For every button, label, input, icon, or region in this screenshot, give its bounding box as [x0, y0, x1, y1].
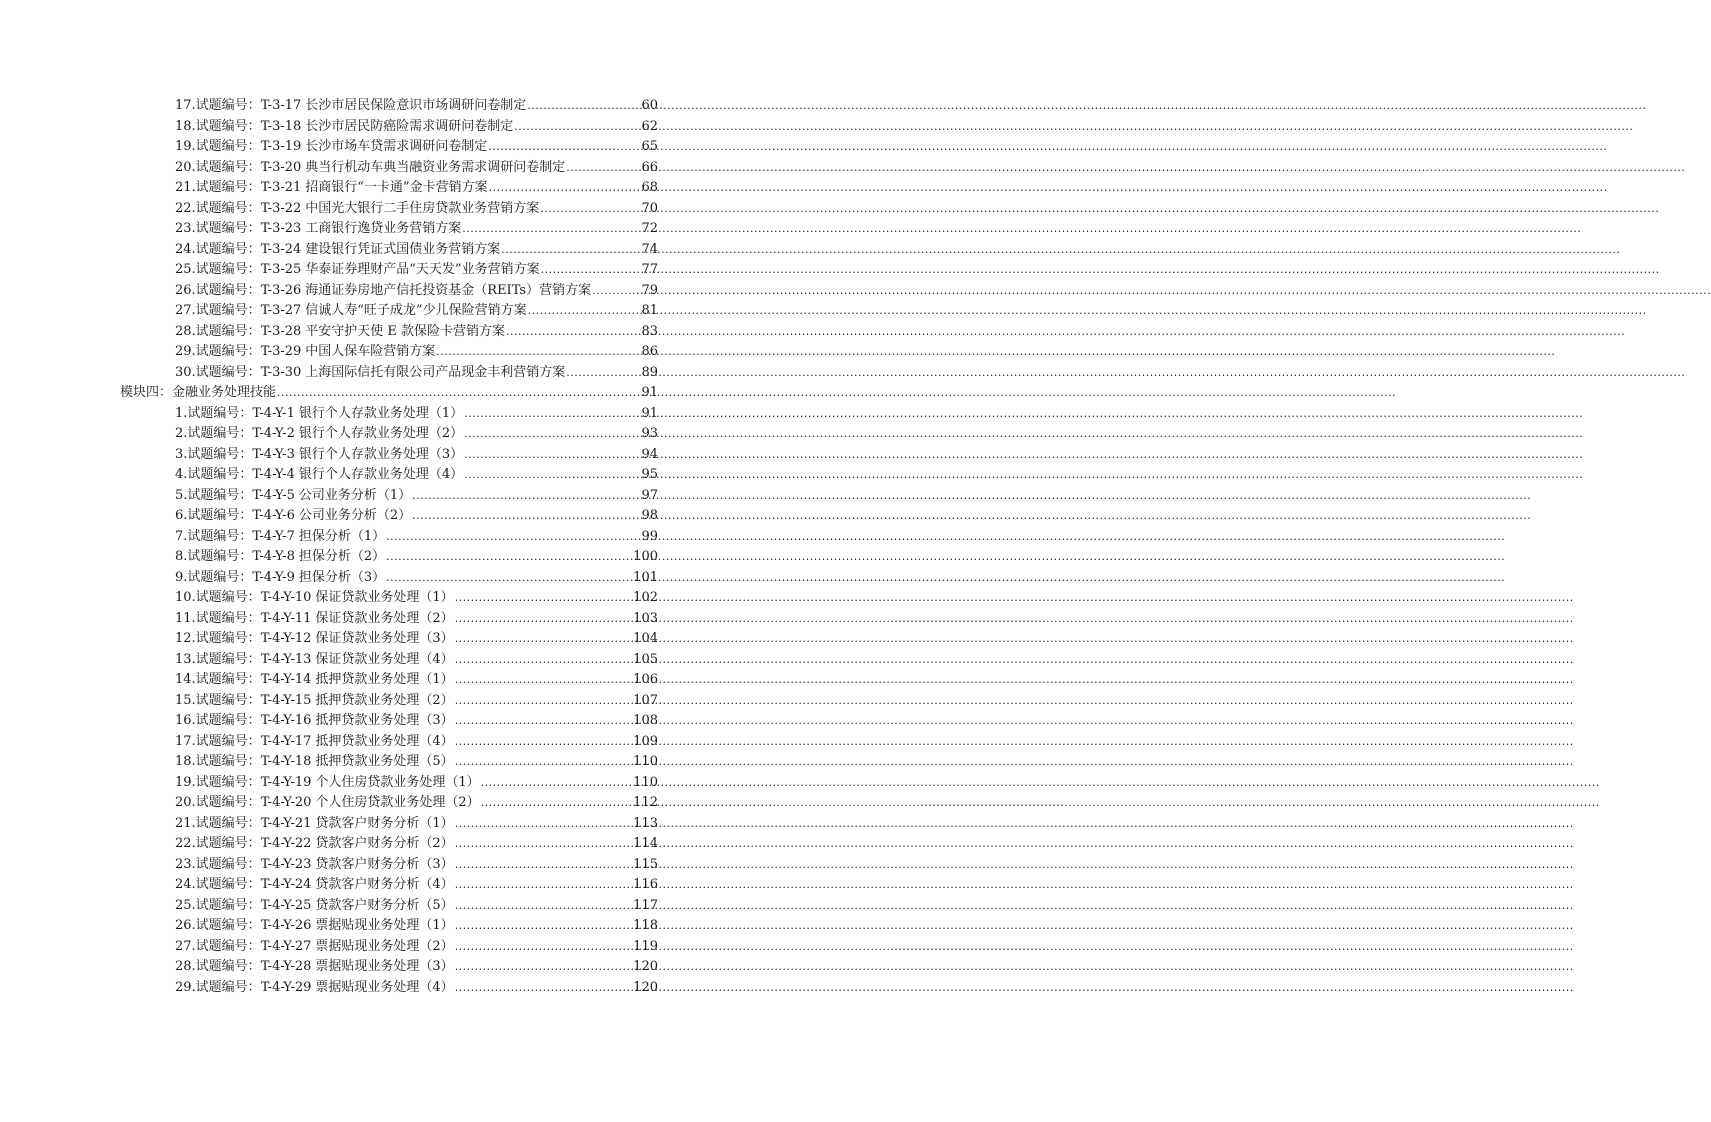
dot-leader	[455, 957, 632, 978]
page-number: 117	[633, 897, 658, 913]
entry-code: T-4-Y-16	[260, 713, 312, 728]
entry-title: 抵押贷款业务处理（2）	[315, 692, 454, 708]
entry-number-label: 11.试题编号：	[175, 610, 261, 626]
dot-leader	[455, 814, 632, 835]
entry-number-label: 30.试题编号：	[175, 364, 261, 380]
dot-leader	[455, 875, 632, 896]
page-number: 81	[641, 303, 658, 318]
toc-entry[interactable]	[175, 424, 658, 445]
entry-title: 贷款客户财务分析（3）	[315, 856, 454, 872]
entry-title: 保证贷款业务处理（2）	[315, 610, 454, 626]
entry-code: T-3-27	[260, 303, 302, 318]
entry-number-label: 20.试题编号：	[175, 795, 261, 810]
toc-entry[interactable]	[175, 650, 658, 671]
dot-leader	[528, 301, 641, 322]
entry-number-label: 3.试题编号：	[175, 446, 253, 462]
entry-code: T-3-26	[260, 282, 302, 298]
toc-entry[interactable]	[175, 629, 658, 650]
entry-code: T-3-30	[260, 364, 302, 380]
entry-code: T-4-Y-27	[260, 938, 312, 954]
dot-leader	[488, 137, 640, 158]
page-number: 104	[633, 631, 658, 646]
toc-entry[interactable]	[175, 547, 658, 568]
dot-leader	[455, 650, 632, 671]
entry-number-label: 22.试题编号：	[175, 836, 261, 851]
entry-number-label: 27.试题编号：	[175, 938, 261, 954]
entry-number-label: 29.试题编号：	[175, 979, 261, 995]
page-number: 120	[633, 979, 658, 995]
dot-leader	[455, 937, 632, 958]
entry-number-label: 7.试题编号：	[175, 528, 253, 544]
dot-leader	[386, 527, 640, 548]
entry-title: 中国光大银行二手住房贷款业务营销方案	[305, 200, 540, 216]
entry-number-label: 16.试题编号：	[175, 713, 261, 728]
entry-title: 担保分析（3）	[298, 569, 386, 585]
page-number: 116	[633, 877, 658, 892]
page-number: 60	[641, 98, 658, 113]
page-number: 115	[633, 856, 658, 872]
entry-code: T-3-29	[260, 344, 302, 359]
entry-code: T-4-Y-10	[260, 590, 312, 605]
entry-code: T-4-Y-25	[260, 897, 312, 913]
entry-code: T-4-Y-14	[260, 672, 312, 687]
page-number: 65	[641, 139, 658, 154]
dot-leader	[464, 404, 640, 425]
entry-title: 抵押贷款业务处理（3）	[315, 713, 454, 728]
entry-title: 保证贷款业务处理（3）	[315, 631, 454, 646]
page-number: 110	[633, 774, 658, 790]
entry-code: T-4-Y-8	[252, 549, 295, 564]
entry-title: 工商银行逸贷业务营销方案	[305, 221, 462, 236]
entry-title: 招商银行“一卡通”金卡营销方案	[305, 180, 488, 195]
entry-title: 长沙市居民防癌险需求调研问卷制定	[305, 118, 514, 134]
page-number: 118	[633, 918, 658, 933]
entry-number-label: 17.试题编号：	[175, 733, 261, 749]
entry-title: 华泰证券理财产品“天天发”业务营销方案	[305, 262, 540, 277]
toc-entry[interactable]	[175, 301, 658, 322]
toc-entry[interactable]	[175, 260, 658, 281]
entry-number-label: 19.试题编号：	[175, 774, 261, 790]
dot-leader	[455, 896, 632, 917]
entry-code: T-4-Y-29	[260, 979, 312, 995]
entry-number-label: 12.试题编号：	[175, 631, 261, 646]
entry-code: T-4-Y-4	[252, 467, 295, 482]
entry-title: 银行个人存款业务处理（3）	[298, 446, 464, 462]
entry-title: 公司业务分析（2）	[298, 508, 412, 523]
page-number: 93	[641, 426, 658, 441]
dot-leader	[464, 445, 640, 466]
entry-title: 平安守护天使 E 款保险卡营销方案	[305, 323, 506, 339]
toc-entry[interactable]	[175, 178, 658, 199]
toc-entry[interactable]	[175, 814, 658, 835]
entry-title: 票据贴现业务处理（1）	[315, 918, 454, 933]
dot-leader	[464, 424, 640, 445]
toc-entry[interactable]	[175, 834, 658, 855]
toc-entry[interactable]	[175, 527, 658, 548]
page-number: 106	[633, 672, 658, 687]
entry-code: T-3-22	[260, 200, 302, 216]
entry-number-label: 29.试题编号：	[175, 344, 261, 359]
entry-title: 贷款客户财务分析（1）	[315, 815, 454, 831]
entry-number-label: 21.试题编号：	[175, 180, 261, 195]
entry-title: 贷款客户财务分析（4）	[315, 877, 454, 892]
entry-code: T-4-Y-2	[252, 426, 295, 441]
dot-leader	[462, 219, 640, 240]
dot-leader	[481, 773, 632, 794]
dot-leader	[540, 199, 640, 220]
toc-entry[interactable]	[175, 855, 658, 876]
page-number: 99	[641, 528, 658, 544]
entry-number-label: 24.试题编号：	[175, 241, 261, 257]
entry-code: T-4-Y-28	[260, 959, 312, 974]
dot-leader	[455, 670, 632, 691]
page-number: 98	[641, 508, 658, 523]
entry-code: T-4-Y-15	[260, 692, 312, 708]
entry-title: 票据贴现业务处理（4）	[315, 979, 454, 995]
toc-entry[interactable]	[175, 117, 658, 138]
entry-number-label: 1.试题编号：	[175, 405, 253, 421]
toc-entry[interactable]	[175, 404, 658, 425]
entry-number-label: 18.试题编号：	[175, 754, 261, 769]
toc-entry[interactable]	[175, 732, 658, 753]
entry-title: 保证贷款业务处理（4）	[315, 651, 454, 667]
dot-leader	[592, 281, 640, 302]
entry-number-label: 23.试题编号：	[175, 856, 261, 872]
entry-number-label: 21.试题编号：	[175, 815, 261, 831]
entry-number-label: 5.试题编号：	[175, 487, 253, 503]
entry-title: 票据贴现业务处理（2）	[315, 938, 454, 954]
entry-code: T-4-Y-19	[260, 774, 312, 790]
entry-number-label: 6.试题编号：	[175, 508, 253, 523]
entry-number-label: 25.试题编号：	[175, 897, 261, 913]
entry-title: 典当行机动车典当融资业务需求调研问卷制定	[305, 159, 566, 175]
dot-leader	[455, 978, 632, 999]
dot-leader	[412, 486, 640, 507]
page-number: 101	[633, 569, 658, 585]
entry-title: 建设银行凭证式国债业务营销方案	[305, 241, 501, 257]
toc-entry[interactable]	[175, 896, 658, 917]
entry-code: T-4-Y-11	[260, 610, 312, 626]
entry-title: 个人住房贷款业务处理（2）	[315, 795, 480, 810]
dot-leader	[436, 342, 640, 363]
entry-number-label: 25.试题编号：	[175, 262, 261, 277]
entry-code: T-3-21	[260, 180, 302, 195]
entry-title: 抵押贷款业务处理（4）	[315, 733, 454, 749]
toc-entry[interactable]	[175, 219, 658, 240]
dot-leader	[455, 629, 632, 650]
page-number: 108	[633, 713, 658, 728]
dot-leader	[501, 240, 640, 261]
dot-leader	[455, 588, 632, 609]
entry-number-label: 27.试题编号：	[175, 303, 261, 318]
page-number: 95	[641, 467, 658, 482]
entry-code: T-4-Y-23	[260, 856, 312, 872]
entry-number-label: 10.试题编号：	[175, 590, 261, 605]
entry-number-label: 24.试题编号：	[175, 877, 261, 892]
toc-entry[interactable]	[175, 937, 658, 958]
entry-code: T-4-Y-26	[260, 918, 312, 933]
page-number: 74	[641, 241, 658, 257]
entry-number-label: 17.试题编号：	[175, 98, 261, 113]
entry-title: 海通证券房地产信托投资基金（REITs）营销方案	[305, 282, 592, 298]
entry-code: T-3-18	[260, 118, 302, 134]
entry-code: T-4-Y-21	[260, 815, 312, 831]
toc-entry[interactable]	[175, 281, 658, 302]
entry-number-label: 8.试题编号：	[175, 549, 253, 564]
page-number: 109	[633, 733, 658, 749]
toc-entry[interactable]	[175, 158, 658, 179]
dot-leader	[455, 916, 632, 937]
entry-code: T-4-Y-22	[260, 836, 312, 851]
entry-code: T-4-Y-13	[260, 651, 312, 667]
page-number: 119	[633, 938, 658, 954]
dot-leader	[455, 834, 632, 855]
table-of-contents	[0, 96, 793, 998]
page-number: 86	[641, 344, 658, 359]
dot-leader	[464, 465, 640, 486]
toc-entry[interactable]	[175, 752, 658, 773]
entry-title: 担保分析（2）	[298, 549, 386, 564]
dot-leader	[412, 506, 640, 527]
entry-code: T-4-Y-9	[252, 569, 295, 585]
toc-entry[interactable]	[175, 465, 658, 486]
page-number: 113	[633, 815, 658, 831]
toc-entry[interactable]	[175, 978, 658, 999]
entry-code: T-3-25	[260, 262, 302, 277]
entry-code: T-4-Y-3	[252, 446, 295, 462]
entry-number-label: 26.试题编号：	[175, 918, 261, 933]
entry-number-label: 2.试题编号：	[175, 426, 253, 441]
toc-entry[interactable]	[175, 609, 658, 630]
page-number: 62	[641, 118, 658, 134]
entry-title: 保证贷款业务处理（1）	[315, 590, 454, 605]
dot-leader	[527, 96, 640, 117]
dot-leader	[506, 322, 640, 343]
entry-code: T-4-Y-5	[252, 487, 295, 503]
dot-leader	[455, 691, 632, 712]
page-number: 94	[641, 446, 658, 462]
entry-title: 银行个人存款业务处理（2）	[298, 426, 464, 441]
page-number: 112	[633, 795, 658, 810]
dot-leader	[481, 793, 632, 814]
page-number: 100	[633, 549, 658, 564]
dot-leader	[455, 609, 632, 630]
entry-title: 贷款客户财务分析（2）	[315, 836, 454, 851]
entry-number-label: 20.试题编号：	[175, 159, 261, 175]
page-number: 68	[641, 180, 658, 195]
page-number: 105	[633, 651, 658, 667]
entry-title: 长沙市居民保险意识市场调研问卷制定	[305, 98, 527, 113]
entry-number-label: 18.试题编号：	[175, 118, 261, 134]
dot-leader	[541, 260, 641, 281]
dot-leader	[489, 178, 641, 199]
dot-leader	[277, 383, 640, 404]
page-number: 77	[641, 262, 658, 277]
page-number: 114	[633, 836, 658, 851]
toc-entry[interactable]	[175, 670, 658, 691]
entry-code: T-4-Y-1	[252, 405, 295, 421]
dot-leader	[514, 117, 640, 138]
entry-code: T-3-28	[260, 323, 302, 339]
toc-entry[interactable]	[175, 137, 658, 158]
toc-entry[interactable]	[175, 691, 658, 712]
toc-entry[interactable]	[175, 322, 658, 343]
toc-entry[interactable]	[175, 240, 658, 261]
page-number: 110	[633, 754, 658, 769]
dot-leader	[455, 732, 632, 753]
entry-code: T-4-Y-24	[260, 877, 312, 892]
page-number: 107	[633, 692, 658, 708]
entry-title: 票据贴现业务处理（3）	[315, 959, 454, 974]
page-number: 89	[641, 364, 658, 380]
entry-code: T-3-17	[260, 98, 302, 113]
entry-title: 银行个人存款业务处理（4）	[298, 467, 464, 482]
entry-number-label: 19.试题编号：	[175, 139, 261, 154]
dot-leader	[386, 547, 632, 568]
toc-entry[interactable]	[175, 773, 658, 794]
dot-leader	[386, 568, 632, 589]
page-number: 97	[641, 487, 658, 503]
entry-number-label: 23.试题编号：	[175, 221, 261, 236]
entry-title: 担保分析（1）	[298, 528, 386, 544]
page-number: 66	[641, 159, 658, 175]
module-title: 模块四：金融业务处理技能	[120, 385, 277, 400]
toc-entry[interactable]	[175, 957, 658, 978]
page-number: 79	[641, 282, 658, 298]
entry-number-label: 28.试题编号：	[175, 323, 261, 339]
entry-title: 个人住房贷款业务处理（1）	[315, 774, 480, 790]
entry-title: 抵押贷款业务处理（5）	[315, 754, 454, 769]
toc-entry[interactable]	[175, 588, 658, 609]
entry-code: T-4-Y-7	[252, 528, 295, 544]
dot-leader	[566, 158, 640, 179]
toc-entry[interactable]	[175, 486, 658, 507]
page-number: 103	[633, 610, 658, 626]
toc-module-heading[interactable]	[120, 383, 658, 404]
entry-title: 抵押贷款业务处理（1）	[315, 672, 454, 687]
toc-entry[interactable]	[175, 793, 658, 814]
entry-code: T-4-Y-6	[252, 508, 295, 523]
entry-title: 公司业务分析（1）	[298, 487, 412, 503]
toc-entry[interactable]	[175, 363, 658, 384]
entry-number-label: 28.试题编号：	[175, 959, 261, 974]
entry-title: 中国人保车险营销方案	[305, 344, 436, 359]
page-number: 102	[633, 590, 658, 605]
page-number: 70	[641, 200, 658, 216]
entry-title: 贷款客户财务分析（5）	[315, 897, 454, 913]
page-number: 83	[641, 323, 658, 339]
entry-code: T-4-Y-17	[260, 733, 312, 749]
entry-number-label: 4.试题编号：	[175, 467, 253, 482]
dot-leader	[455, 711, 632, 732]
entry-number-label: 15.试题编号：	[175, 692, 261, 708]
page-number: 72	[641, 221, 658, 236]
entry-number-label: 22.试题编号：	[175, 200, 261, 216]
toc-entry[interactable]	[175, 199, 658, 220]
toc-entry[interactable]	[175, 96, 658, 117]
toc-entry[interactable]	[175, 506, 658, 527]
entry-code: T-4-Y-18	[260, 754, 312, 769]
entry-number-label: 9.试题编号：	[175, 569, 253, 585]
entry-number-label: 13.试题编号：	[175, 651, 261, 667]
entry-code: T-4-Y-12	[260, 631, 312, 646]
entry-code: T-3-19	[260, 139, 302, 154]
dot-leader	[455, 855, 632, 876]
toc-entry[interactable]	[175, 568, 658, 589]
entry-title: 银行个人存款业务处理（1）	[298, 405, 464, 421]
toc-entry[interactable]	[175, 875, 658, 896]
page-number: 91	[641, 385, 658, 400]
entry-title: 上海国际信托有限公司产品现金丰利营销方案	[305, 364, 566, 380]
entry-number-label: 26.试题编号：	[175, 282, 261, 298]
entry-code: T-3-23	[260, 221, 302, 236]
entry-title: 信诚人寿“旺子成龙”少儿保险营销方案	[305, 303, 527, 318]
entry-number-label: 14.试题编号：	[175, 672, 261, 687]
page-number: 91	[641, 405, 658, 421]
entry-code: T-3-20	[260, 159, 302, 175]
entry-code: T-4-Y-20	[260, 795, 312, 810]
toc-entry[interactable]	[175, 916, 658, 937]
page-number: 120	[633, 959, 658, 974]
toc-entry[interactable]	[175, 342, 658, 363]
dot-leader	[566, 363, 640, 384]
toc-entry[interactable]	[175, 711, 658, 732]
toc-entry[interactable]	[175, 445, 658, 466]
entry-code: T-3-24	[260, 241, 302, 257]
entry-title: 长沙市场车贷需求调研问卷制定	[305, 139, 488, 154]
dot-leader	[455, 752, 632, 773]
